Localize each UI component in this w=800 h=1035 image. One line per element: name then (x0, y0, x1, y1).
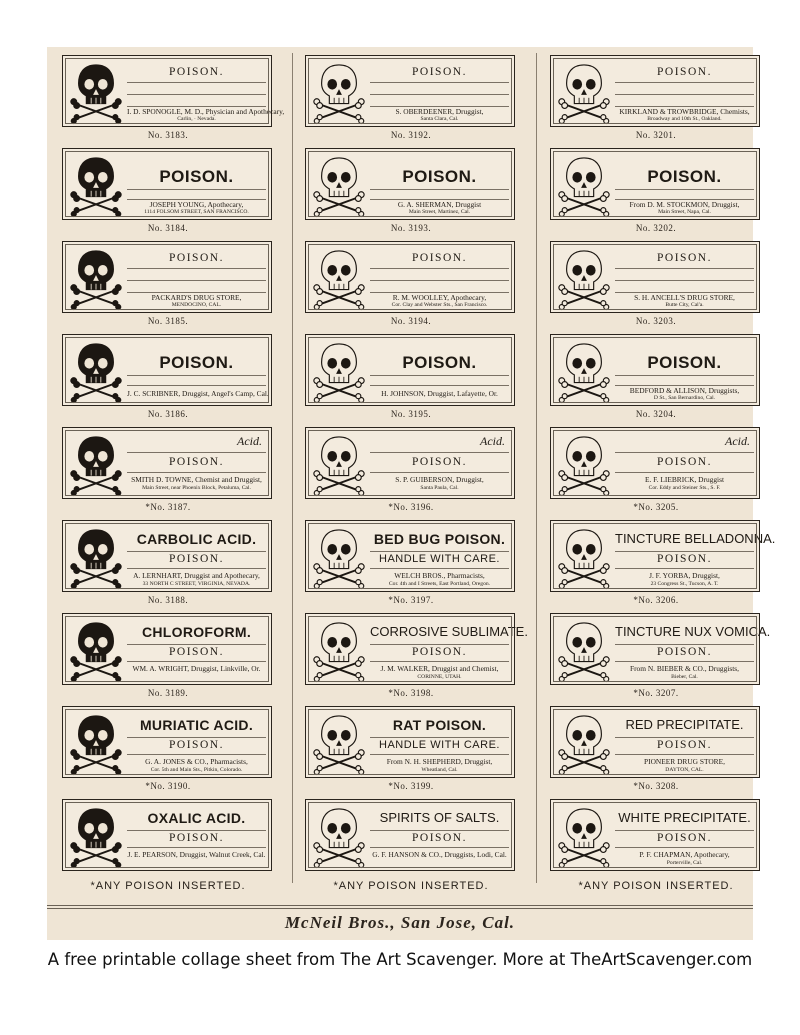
skull-and-crossbones-icon (67, 712, 125, 774)
label-number: No. 3195. (390, 409, 432, 419)
druggist-address: Butte City, Cal'a. (665, 302, 704, 308)
label-rule (370, 292, 509, 293)
poison-heading: POISON. (412, 832, 467, 844)
any-poison-note: *ANY POISON INSERTED. (90, 880, 246, 892)
label-rule (127, 551, 266, 552)
poison-label (62, 799, 272, 871)
druggist-name: P. F. CHAPMAN, Apothecary, (639, 850, 730, 859)
label-rule (127, 189, 266, 190)
skull-and-crossbones-icon (67, 340, 125, 402)
skull-and-crossbones-icon (310, 247, 368, 309)
skull-and-crossbones-icon (555, 805, 613, 867)
druggist-name: A. LERNHART, Druggist and Apothecary, (133, 571, 260, 580)
druggist-name: S. OBERDEENER, Druggist, (395, 107, 484, 116)
druggist-address: Santa Paula, Cal. (420, 485, 459, 491)
skull-and-crossbones-icon (555, 433, 613, 495)
label-rule (370, 661, 509, 662)
druggist-name: E. F. LIEBRICK, Druggist (644, 475, 725, 484)
poison-heading: POISON. (657, 456, 712, 468)
label-number: No. 3194. (390, 316, 432, 326)
label-text (370, 153, 509, 215)
druggist-name: G. A. SHERMAN, Druggist (397, 200, 482, 209)
skull-and-crossbones-icon (555, 247, 613, 309)
druggist-address: 33 NORTH C STREET, VIRGINIA, NEVADA. (142, 581, 251, 587)
poison-heading: HANDLE WITH CARE. (379, 553, 500, 565)
label-sheet (47, 47, 776, 940)
poison-heading: POISON. (412, 456, 467, 468)
druggist-address: Main Street, near Phoenix Block, Petaluma, Cal. (142, 485, 251, 491)
skull-and-crossbones-icon (555, 340, 613, 402)
label-text (615, 246, 754, 308)
label-number: No. 3186. (147, 409, 189, 419)
label-text (127, 339, 269, 401)
substance-name: BED BUG POISON. (373, 531, 506, 547)
skull-and-crossbones-icon (310, 526, 368, 588)
label-number: No. 3188. (147, 595, 189, 605)
label-rule (615, 292, 754, 293)
acid-tag: Acid. (480, 434, 505, 448)
poison-heading: POISON. (159, 353, 234, 372)
druggist-address: Wheatland, Cal. (421, 767, 458, 773)
poison-heading: POISON. (169, 252, 224, 264)
label-rule (127, 754, 266, 755)
label-entry (548, 148, 764, 241)
label-rule (370, 189, 509, 190)
label-text (615, 804, 754, 866)
label-rule (370, 385, 509, 386)
poison-label (305, 148, 515, 220)
label-text (370, 618, 528, 680)
label-rule (615, 94, 754, 95)
label-rule (615, 385, 754, 386)
label-text (127, 618, 266, 680)
label-rule (127, 106, 266, 107)
label-rule (127, 292, 266, 293)
column-divider (536, 53, 537, 883)
poison-heading: HANDLE WITH CARE. (379, 739, 500, 751)
druggist-address: Main Street, Martinez, Cal. (408, 209, 471, 215)
substance-name: TINCTURE BELLADONNA. (615, 531, 776, 546)
label-entry (548, 520, 776, 613)
label-entry (303, 334, 519, 427)
druggist-name: PIONEER DRUG STORE, (644, 757, 725, 766)
poison-label (62, 613, 272, 685)
substance-name: MURIATIC ACID. (139, 717, 254, 733)
druggist-address: 1114 FOLSOM STREET, SAN FRANCISCO. (144, 209, 249, 215)
label-text (370, 246, 509, 308)
druggist-name: JOSEPH YOUNG, Apothecary, (149, 200, 244, 209)
poison-heading: POISON. (402, 353, 477, 372)
skull-and-crossbones-icon (310, 712, 368, 774)
label-rule (615, 737, 754, 738)
skull-and-crossbones-icon (555, 619, 613, 681)
label-number: No. 3201. (635, 130, 677, 140)
label-number: *No. 3206. (633, 595, 679, 605)
label-entry (60, 334, 276, 427)
label-entry (303, 148, 519, 241)
druggist-address: MENDOCINO, CAL. (171, 302, 222, 308)
label-rule (615, 375, 754, 376)
label-entry (303, 55, 519, 148)
label-rule (127, 268, 266, 269)
label-number: No. 3204. (635, 409, 677, 419)
skull-and-crossbones-icon (67, 526, 125, 588)
skull-and-crossbones-icon (310, 340, 368, 402)
poison-heading: POISON. (169, 832, 224, 844)
substance-name: TINCTURE NUX VOMICA. (615, 624, 771, 639)
label-rule (370, 568, 509, 569)
druggist-name: BEDFORD & ALLISON, Druggists, (629, 386, 740, 395)
poison-label (305, 520, 515, 592)
poison-heading: POISON. (657, 66, 712, 78)
label-rule (127, 94, 266, 95)
druggist-address: Cor. Clay and Webster Sts., San Francisco. (391, 302, 488, 308)
druggist-address: CORINNE, UTAH. (417, 674, 462, 680)
label-rule (615, 268, 754, 269)
label-text (127, 525, 266, 587)
druggist-address: Cor. Eddy and Steiner Sts., S. F. (648, 485, 721, 491)
druggist-name: KIRKLAND & TROWBRIDGE, Chemists, (619, 107, 750, 116)
label-text (615, 618, 771, 680)
druggist-address: Broadway and 10th St., Oakland. (647, 116, 722, 122)
druggist-name: WM. A. WRIGHT, Druggist, Linkville, Or. (132, 664, 261, 673)
label-rule (370, 452, 509, 453)
druggist-name: WELCH BROS., Pharmacists, (394, 571, 485, 580)
poison-heading: POISON. (657, 739, 712, 751)
druggist-name: J. M. WALKER, Druggist and Chemist, (380, 664, 499, 673)
sheet-rule (47, 908, 753, 909)
label-rule (615, 199, 754, 200)
label-rule (615, 472, 754, 473)
label-entry (303, 613, 528, 706)
label-number: *No. 3190. (145, 781, 191, 791)
skull-and-crossbones-icon (310, 154, 368, 216)
acid-tag: Acid. (237, 434, 262, 448)
skull-and-crossbones-icon (310, 433, 368, 495)
skull-and-crossbones-icon (67, 247, 125, 309)
label-text (615, 711, 754, 773)
any-poison-note: *ANY POISON INSERTED. (578, 880, 734, 892)
label-entry (548, 55, 764, 148)
label-rule (615, 551, 754, 552)
substance-name: RAT POISON. (392, 717, 487, 733)
label-rule (370, 199, 509, 200)
sheet-rule (47, 905, 753, 906)
label-entry (60, 241, 276, 334)
druggist-name: J. C. SCRIBNER, Druggist, Angel's Camp, Cal. (127, 389, 269, 398)
poison-label (305, 427, 515, 499)
poison-heading: POISON. (169, 456, 224, 468)
substance-name: OXALIC ACID. (147, 810, 246, 826)
label-number: *No. 3198. (388, 688, 434, 698)
label-rule (127, 375, 266, 376)
druggist-address: D St., San Bernardino, Cal. (653, 395, 716, 401)
label-rule (615, 847, 754, 848)
poison-heading: POISON. (169, 646, 224, 658)
label-rule (370, 754, 509, 755)
label-number: No. 3189. (147, 688, 189, 698)
label-number: No. 3203. (635, 316, 677, 326)
label-rule (127, 452, 266, 453)
skull-and-crossbones-icon (67, 805, 125, 867)
skull-and-crossbones-icon (67, 61, 125, 123)
druggist-name: R. M. WOOLLEY, Apothecary, (392, 293, 487, 302)
label-rule (127, 199, 266, 200)
skull-and-crossbones-icon (555, 61, 613, 123)
substance-name: CHLOROFORM. (141, 624, 252, 640)
acid-tag: Acid. (725, 434, 750, 448)
druggist-name: I. D. SPONOGLE, M. D., Physician and Apothecary, (127, 107, 285, 116)
poison-heading: POISON. (657, 832, 712, 844)
druggist-name: J. E. PEARSON, Druggist, Walnut Creek, Cal. (127, 850, 266, 859)
label-entry (548, 799, 764, 892)
label-text (127, 60, 285, 122)
label-text (370, 432, 509, 494)
label-text (615, 153, 754, 215)
label-entry (303, 706, 519, 799)
poison-label (550, 799, 760, 871)
poison-heading: POISON. (169, 66, 224, 78)
poison-label (62, 55, 285, 127)
label-number: No. 3202. (635, 223, 677, 233)
substance-name: RED PRECIPITATE. (625, 717, 744, 732)
label-text (127, 804, 266, 866)
skull-and-crossbones-icon (67, 154, 125, 216)
label-entry (60, 520, 276, 613)
label-rule (127, 385, 266, 386)
label-rule (370, 82, 509, 83)
label-text (615, 339, 754, 401)
label-number: No. 3185. (147, 316, 189, 326)
label-entry (548, 706, 764, 799)
label-entry (548, 613, 771, 706)
label-rule (370, 268, 509, 269)
druggist-name: H. JOHNSON, Druggist, Lafayette, Or. (381, 389, 498, 398)
label-number: *No. 3205. (633, 502, 679, 512)
druggist-address: Santa Clara, Cal. (420, 116, 459, 122)
poison-label (62, 427, 272, 499)
poison-heading: POISON. (169, 739, 224, 751)
label-entry (60, 148, 276, 241)
label-entry (60, 427, 276, 520)
substance-name: CORROSIVE SUBLIMATE. (370, 624, 528, 639)
poison-heading: POISON. (657, 252, 712, 264)
poison-label (305, 241, 515, 313)
label-entry (548, 334, 764, 427)
label-rule (370, 106, 509, 107)
label-rule (370, 737, 509, 738)
label-text (615, 432, 754, 494)
druggist-name: G. A. JONES & CO., Pharmacists, (145, 757, 248, 766)
poison-label (305, 706, 515, 778)
label-entry (548, 427, 764, 520)
label-entry (303, 799, 519, 892)
label-number: *No. 3199. (388, 781, 434, 791)
label-text (615, 60, 754, 122)
label-entry (60, 799, 276, 892)
label-text (127, 246, 266, 308)
poison-label (550, 427, 760, 499)
label-number: No. 3192. (390, 130, 432, 140)
poison-heading: POISON. (169, 553, 224, 565)
skull-and-crossbones-icon (555, 712, 613, 774)
label-text (370, 339, 509, 401)
skull-and-crossbones-icon (555, 154, 613, 216)
poison-label (550, 613, 771, 685)
label-rule (127, 82, 266, 83)
label-rule (127, 280, 266, 281)
label-rule (127, 847, 266, 848)
label-rule (615, 452, 754, 453)
skull-and-crossbones-icon (310, 61, 368, 123)
poison-heading: POISON. (402, 167, 477, 186)
poison-label (550, 520, 776, 592)
poison-heading: POISON. (412, 66, 467, 78)
label-text (370, 711, 509, 773)
poison-label (550, 148, 760, 220)
skull-and-crossbones-icon (67, 433, 125, 495)
publisher-imprint: McNeil Bros., San Jose, Cal. (284, 913, 516, 932)
any-poison-note: *ANY POISON INSERTED. (333, 880, 489, 892)
druggist-address: Main Street, Napa, Cal. (658, 209, 711, 215)
substance-name: WHITE PRECIPITATE. (618, 810, 751, 825)
label-rule (615, 754, 754, 755)
druggist-name: J. F. YORBA, Druggist, (649, 571, 720, 580)
poison-label (62, 706, 272, 778)
label-rule (370, 847, 509, 848)
poison-label (62, 334, 272, 406)
poison-heading: POISON. (657, 646, 712, 658)
poison-label (305, 799, 515, 871)
poison-heading: POISON. (647, 167, 722, 186)
poison-heading: POISON. (657, 553, 712, 565)
druggist-name: SMITH D. TOWNE, Chemist and Druggist, (131, 475, 262, 484)
label-rule (370, 644, 509, 645)
druggist-address: Carlin, · Nevada. (177, 116, 216, 122)
label-rule (370, 280, 509, 281)
poison-heading: POISON. (647, 353, 722, 372)
druggist-name: From N. BIEBER & CO., Druggists, (629, 664, 740, 673)
label-rule (615, 106, 754, 107)
label-number: *No. 3207. (633, 688, 679, 698)
collage-caption: A free printable collage sheet from The Art Scavenger. More at TheArtScavenger.com (47, 950, 753, 969)
label-rule (370, 375, 509, 376)
label-rule (370, 472, 509, 473)
label-rule (615, 830, 754, 831)
label-text (127, 432, 266, 494)
druggist-name: From D. M. STOCKMON, Druggist, (629, 200, 740, 209)
substance-name: CARBOLIC ACID. (136, 531, 257, 547)
druggist-name: S. H. ANCELL'S DRUG STORE, (634, 293, 735, 302)
druggist-address: Cor. 5th and Main Sts., Pitkin, Colorado. (150, 767, 243, 773)
label-rule (615, 280, 754, 281)
label-rule (615, 82, 754, 83)
label-number: *No. 3187. (145, 502, 191, 512)
poison-heading: POISON. (159, 167, 234, 186)
poison-label (62, 241, 272, 313)
column-divider (292, 53, 293, 883)
label-rule (370, 94, 509, 95)
poison-label (305, 55, 515, 127)
label-rule (615, 568, 754, 569)
label-rule (127, 737, 266, 738)
skull-and-crossbones-icon (67, 619, 125, 681)
label-rule (615, 189, 754, 190)
druggist-name: From N. H. SHEPHERD, Druggist, (386, 757, 493, 766)
label-entry (60, 55, 285, 148)
druggist-address: Bieber, Cal. (671, 674, 698, 680)
label-entry (303, 520, 519, 613)
label-rule (615, 661, 754, 662)
label-text (370, 60, 509, 122)
label-rule (127, 644, 266, 645)
skull-and-crossbones-icon (310, 805, 368, 867)
poison-label (550, 334, 760, 406)
druggist-address: Porterville, Cal. (666, 860, 703, 866)
druggist-address: DAYTON, CAL. (665, 767, 704, 773)
druggist-name: S. P. GUIBERSON, Druggist, (395, 475, 484, 484)
label-rule (370, 551, 509, 552)
label-entry (303, 427, 519, 520)
label-number: *No. 3197. (388, 595, 434, 605)
druggist-name: PACKARD'S DRUG STORE, (151, 293, 242, 302)
poison-label (550, 706, 760, 778)
druggist-name: G. F. HANSON & CO., Druggists, Lodi, Cal. (372, 850, 507, 859)
label-number: No. 3193. (390, 223, 432, 233)
poison-label (550, 241, 760, 313)
poison-label (550, 55, 760, 127)
druggist-address: Cor. 4th and I Streets, East Portland, Oregon. (388, 581, 491, 587)
label-rule (127, 472, 266, 473)
label-text (127, 153, 266, 215)
label-rule (127, 568, 266, 569)
poison-label (305, 334, 515, 406)
label-entry (303, 241, 519, 334)
label-entry (548, 241, 764, 334)
label-number: *No. 3196. (388, 502, 434, 512)
label-entry (60, 706, 276, 799)
label-text (127, 711, 266, 773)
label-rule (370, 830, 509, 831)
poison-label (305, 613, 528, 685)
label-number: *No. 3208. (633, 781, 679, 791)
poison-label (62, 520, 272, 592)
poison-heading: POISON. (412, 646, 467, 658)
poison-heading: POISON. (412, 252, 467, 264)
label-text (370, 804, 509, 866)
label-entry (60, 613, 276, 706)
skull-and-crossbones-icon (310, 619, 368, 681)
label-text (615, 525, 776, 587)
label-rule (127, 830, 266, 831)
substance-name: SPIRITS OF SALTS. (379, 810, 500, 825)
poison-label (62, 148, 272, 220)
label-rule (127, 661, 266, 662)
skull-and-crossbones-icon (555, 526, 613, 588)
label-number: No. 3184. (147, 223, 189, 233)
label-number: No. 3183. (147, 130, 189, 140)
label-rule (615, 644, 754, 645)
label-text (370, 525, 509, 587)
druggist-address: 23 Congress St., Tucson, A. T. (650, 581, 719, 587)
